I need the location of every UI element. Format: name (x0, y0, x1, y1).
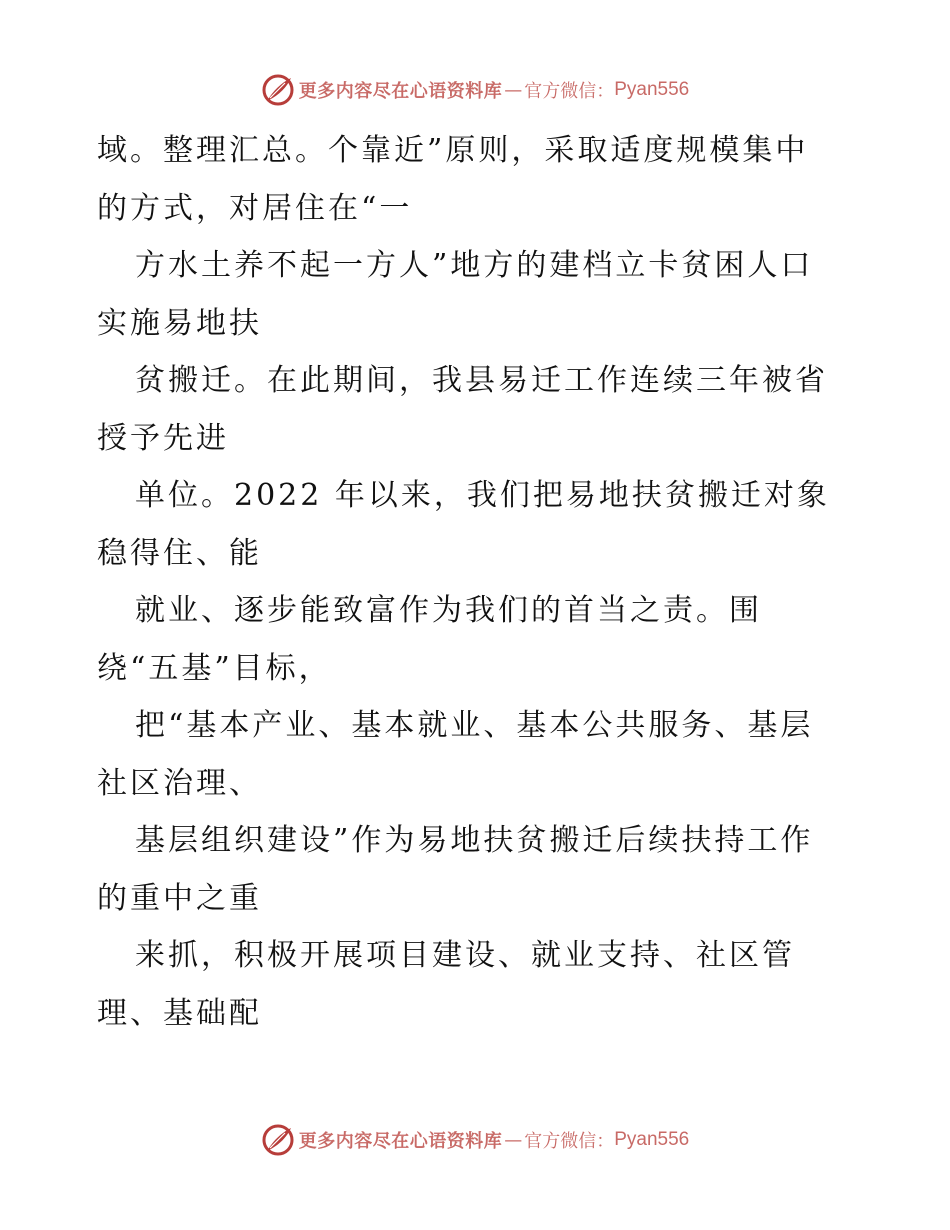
header-site-name: 更多内容尽在心语资料库 (298, 81, 503, 102)
footer-watermark (0, 1120, 950, 1160)
body-line: 域。整理汇总。个靠近”原则，采取适度规模集中 (97, 133, 809, 168)
feather-pen-logo-icon (261, 1123, 295, 1157)
body-line: 授予先进 (97, 420, 229, 456)
body-line: 贫搬迁。在此期间，我县易迁工作连续三年被省 (135, 363, 828, 398)
body-line: 来抓，积极开展项目建设、就业支持、社区管 (135, 938, 795, 973)
body-line: 实施易地扶 (97, 305, 262, 341)
body-line: 基层组织建设”作为易地扶贫搬迁后续扶持工作 (135, 823, 814, 858)
body-line: 就业、逐步能致富作为我们的首当之责。围 (135, 593, 762, 628)
document-body (97, 122, 857, 1042)
header-wechat-label: 官方微信： (524, 81, 615, 102)
body-line: 的方式，对居住在“一 (97, 190, 413, 226)
body-line: 绕“五基”目标， (97, 650, 332, 686)
body-line: 把“基本产业、基本就业、基本公共服务、基层 (135, 708, 814, 743)
body-line: 的重中之重 (97, 880, 262, 916)
header-wechat-id: Pyan556 (614, 79, 690, 100)
footer-separator: — (504, 1129, 523, 1151)
header-separator: — (504, 79, 523, 101)
body-line: 单位。2022 年以来，我们把易地扶贫搬迁对象 (135, 478, 830, 513)
body-line: 社区治理、 (97, 765, 262, 801)
feather-pen-logo-icon (261, 73, 295, 107)
footer-wechat-id: Pyan556 (614, 1129, 690, 1150)
header-watermark (0, 70, 950, 110)
footer-wechat-label: 官方微信： (524, 1131, 615, 1152)
body-line: 理、基础配 (97, 995, 262, 1031)
body-line: 稳得住、能 (97, 535, 262, 571)
footer-site-name: 更多内容尽在心语资料库 (298, 1131, 503, 1152)
body-line: 方水土养不起一方人”地方的建档立卡贫困人口 (135, 248, 814, 283)
